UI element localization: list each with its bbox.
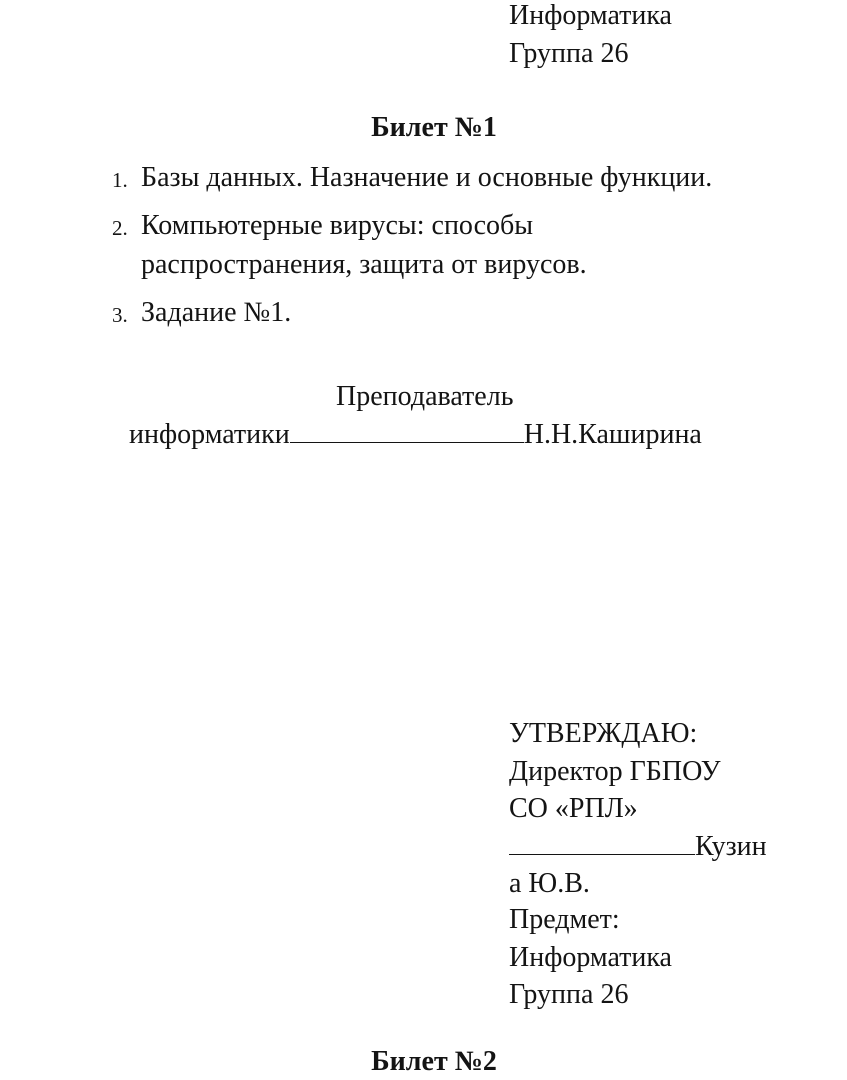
question-text: Базы данных. Назначение и основные функции. — [141, 162, 713, 193]
teacher-signature-line — [129, 417, 702, 453]
signature-blank — [509, 830, 695, 855]
subject-label: Предмет: — [509, 904, 620, 935]
organization-label: СО «РПЛ» — [509, 793, 638, 824]
question-number: 2. — [112, 216, 128, 240]
question-text: Компьютерные вирусы: способы — [141, 210, 534, 241]
question-number: 1. — [112, 168, 128, 192]
director-signature-line — [509, 829, 767, 865]
question-text: Задание №1. — [141, 297, 292, 328]
director-name-part2: а Ю.В. — [509, 868, 590, 899]
ticket-title: Билет №2 — [371, 1046, 497, 1077]
subject-value: Информатика — [509, 0, 672, 31]
group-label: Группа 26 — [509, 38, 629, 69]
approve-label: УТВЕРЖДАЮ: — [509, 718, 698, 749]
teacher-name: Н.Н.Каширина — [523, 419, 702, 450]
question-number: 3. — [112, 303, 128, 327]
teacher-role-line1: Преподаватель — [336, 381, 514, 412]
director-name-part1: Кузин — [695, 831, 767, 862]
signature-blank — [290, 418, 524, 443]
group-label: Группа 26 — [509, 979, 629, 1010]
subject-value: Информатика — [509, 942, 672, 973]
question-text-continued: распространения, защита от вирусов. — [141, 249, 587, 280]
teacher-role-line2: информатики — [129, 419, 290, 450]
ticket-title: Билет №1 — [371, 112, 497, 143]
director-label: Директор ГБПОУ — [509, 756, 721, 787]
